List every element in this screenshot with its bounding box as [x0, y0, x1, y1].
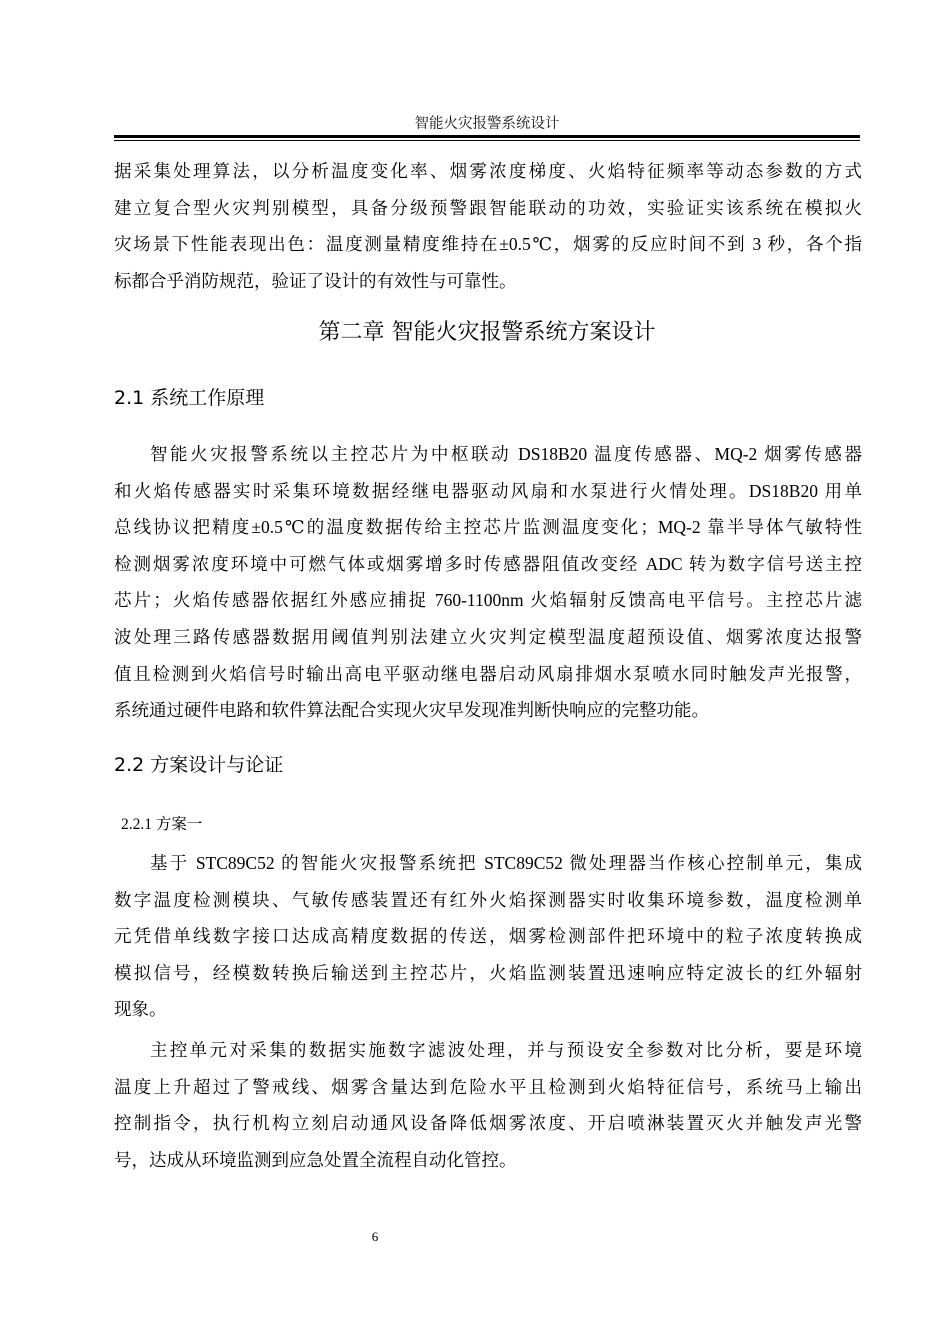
- paragraph-line: 检测烟雾浓度环境中可燃气体或烟雾增多时传感器阻值改变经 ADC 转为数字信号送主控: [114, 553, 862, 574]
- paragraph-line: 波处理三路传感器数据用阈值判别法建立火灾判定模型温度超预设值、烟雾浓度达报警: [114, 626, 862, 647]
- section-title-2-2: 2.2 方案设计与论证: [114, 754, 284, 776]
- paragraph-line: 主控单元对采集的数据实施数字滤波处理，并与预设安全参数对比分析，要是环境: [150, 1040, 862, 1060]
- section-2-1-paragraph: [114, 436, 862, 729]
- paragraph-line: 系统通过硬件电路和软件算法配合实现火灾早发现准判断快响应的完整功能。: [114, 700, 709, 721]
- paragraph-line: 现象。: [114, 999, 167, 1020]
- paragraph-line: 控制指令，执行机构立刻启动通风设备降低烟雾浓度、开启喷淋装置灭火并触发声光警: [114, 1113, 862, 1134]
- header-rule-thin: [114, 140, 860, 141]
- paragraph-line: 温度上升超过了警戒线、烟雾含量达到危险水平且检测到火焰特征信号，系统马上输出: [114, 1076, 862, 1097]
- subsection-title-2-2-1: 2.2.1 方案一: [121, 816, 203, 833]
- paragraph-line: 模拟信号，经模数转换后输送到主控芯片，火焰监测装置迅速响应特定波长的红外辐射: [114, 962, 862, 983]
- paragraph-line: 值且检测到火焰信号时输出高电平驱动继电器启动风扇排烟水泵喷水同时触发声光报警，: [114, 663, 862, 684]
- paragraph-line: 灾场景下性能表现出色：温度测量精度维持在±0.5℃，烟雾的反应时间不到 3 秒，各个指: [114, 234, 862, 255]
- chapter-title: 第二章 智能火灾报警系统方案设计: [318, 320, 656, 345]
- paragraph-line: 和火焰传感器实时采集环境数据经继电器驱动风扇和水泵进行火情处理。DS18B20 用单: [114, 480, 862, 501]
- paragraph-line: 据采集处理算法，以分析温度变化率、烟雾浓度梯度、火焰特征频率等动态参数的方式: [114, 161, 862, 181]
- paragraph-line: 芯片；火焰传感器依据红外感应捕捉 760-1100nm 火焰辐射反馈高电平信号。主控芯片滤: [114, 590, 862, 611]
- section-title-2-1: 2.1 系统工作原理: [114, 387, 265, 409]
- running-header: 智能火灾报警系统设计: [414, 116, 560, 132]
- paragraph-line: 元凭借单线数字接口达成高精度数据的传送，烟雾检测部件把环境中的粒子浓度转换成: [114, 926, 862, 947]
- intro-paragraph: [114, 153, 862, 299]
- paragraph-line: 数字温度检测模块、气敏传感装置还有红外火焰探测器实时收集环境参数，温度检测单: [114, 889, 862, 910]
- section-2-2-1-paragraph-1: [114, 845, 862, 1028]
- paragraph-line: 智能火灾报警系统以主控芯片为中枢联动 DS18B20 温度传感器、MQ-2 烟雾传感器: [150, 444, 862, 464]
- header-rule-thick: [114, 135, 860, 138]
- paragraph-line: 标都合乎消防规范，验证了设计的有效性与可靠性。: [114, 270, 517, 291]
- paragraph-line: 总线协议把精度±0.5℃的温度数据传给主控芯片监测温度变化；MQ-2 靠半导体气敏特性: [114, 517, 862, 538]
- paragraph-line: 建立复合型火灾判别模型，具备分级预警跟智能联动的功效，实验证实该系统在模拟火: [114, 197, 862, 218]
- page-number: 6: [371, 1229, 379, 1244]
- paragraph-line: 基于 STC89C52 的智能火灾报警系统把 STC89C52 微处理器当作核心控制单元，集成: [150, 853, 862, 873]
- paragraph-line: 号，达成从环境监测到应急处置全流程自动化管控。: [114, 1149, 517, 1170]
- section-2-2-1-paragraph-2: [114, 1032, 862, 1178]
